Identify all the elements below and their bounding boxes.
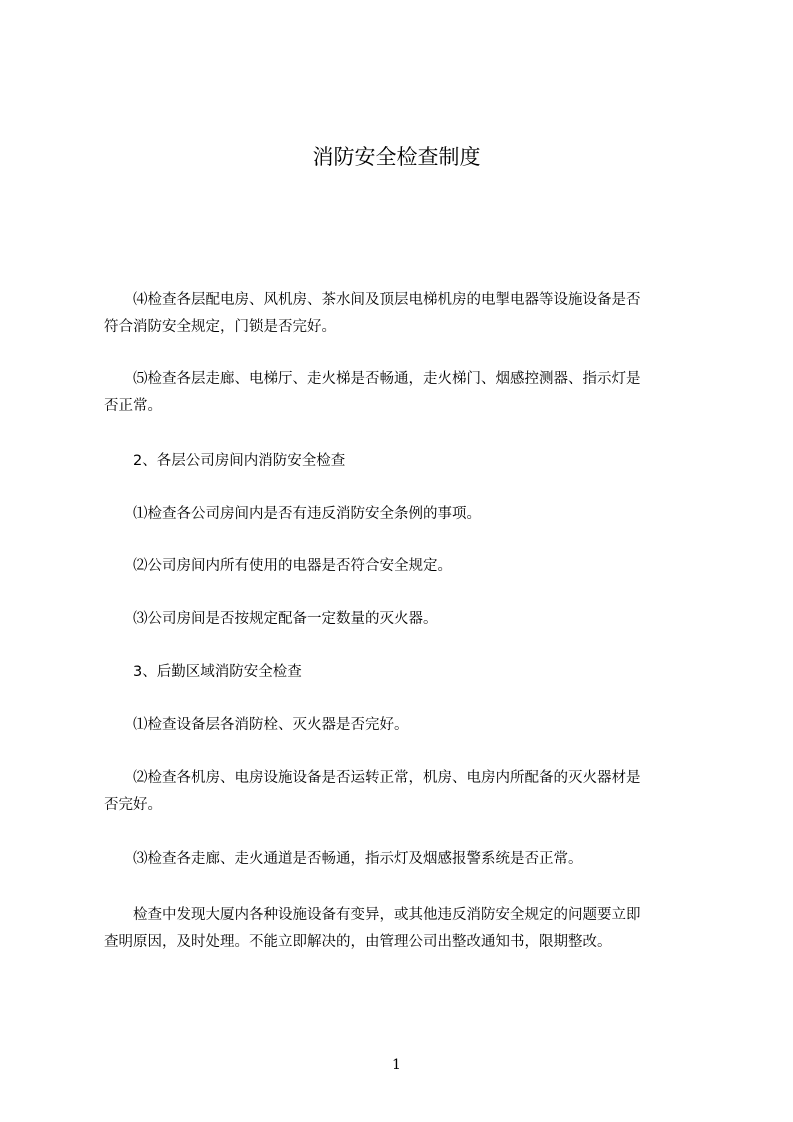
paragraph-item-4	[104, 287, 724, 341]
paragraph-line: 符合消防安全规定，门锁是否完好。	[104, 319, 336, 335]
paragraph-item-3	[104, 846, 724, 873]
page-number: 1	[392, 1057, 401, 1073]
paragraph-item-3	[104, 606, 724, 633]
paragraph-item-2	[104, 553, 724, 580]
paragraph-line: 否正常。	[104, 398, 162, 414]
paragraph-line: 查明原因，及时处理。不能立即解决的，由管理公司出整改通知书，限期整改。	[104, 934, 612, 950]
paragraph-line: ⑴检查各公司房间内是否有违反消防安全条例的事项。	[104, 506, 481, 522]
paragraph-line: 否完好。	[104, 797, 162, 813]
page-title: 消防安全检查制度	[312, 145, 481, 169]
paragraph-item-2	[104, 765, 724, 819]
paragraph-line: 检查中发现大厦内各种设施设备有变异，或其他违反消防安全规定的问题要立即	[104, 907, 641, 923]
paragraph-conclusion	[104, 902, 724, 956]
paragraph-line: ⑶检查各走廊、走火通道是否畅通，指示灯及烟感报警系统是否正常。	[104, 851, 583, 867]
paragraph-line: ⑴检查设备层各消防栓、灭火器是否完好。	[104, 717, 409, 733]
paragraph-line: ⑵检查各机房、电房设施设备是否运转正常，机房、电房内所配备的灭火器材是	[104, 770, 641, 786]
section-heading-2	[104, 448, 724, 475]
paragraph-line: ⑷检查各层配电房、风机房、茶水间及顶层电梯机房的电掣电器等设施设备是否	[104, 292, 641, 308]
paragraph-line: 2、各层公司房间内消防安全检查	[104, 453, 346, 469]
section-heading-3	[104, 659, 724, 686]
paragraph-item-5	[104, 366, 724, 420]
paragraph-item-1	[104, 712, 724, 739]
paragraph-line: ⑶公司房间是否按规定配备一定数量的灭火器。	[104, 611, 438, 627]
paragraph-item-1	[104, 501, 724, 528]
paragraph-line: ⑵公司房间内所有使用的电器是否符合安全规定。	[104, 558, 452, 574]
paragraph-line: ⑸检查各层走廊、电梯厅、走火梯是否畅通，走火梯门、烟感控测器、指示灯是	[104, 371, 641, 387]
paragraph-line: 3、后勤区域消防安全检查	[104, 664, 302, 680]
